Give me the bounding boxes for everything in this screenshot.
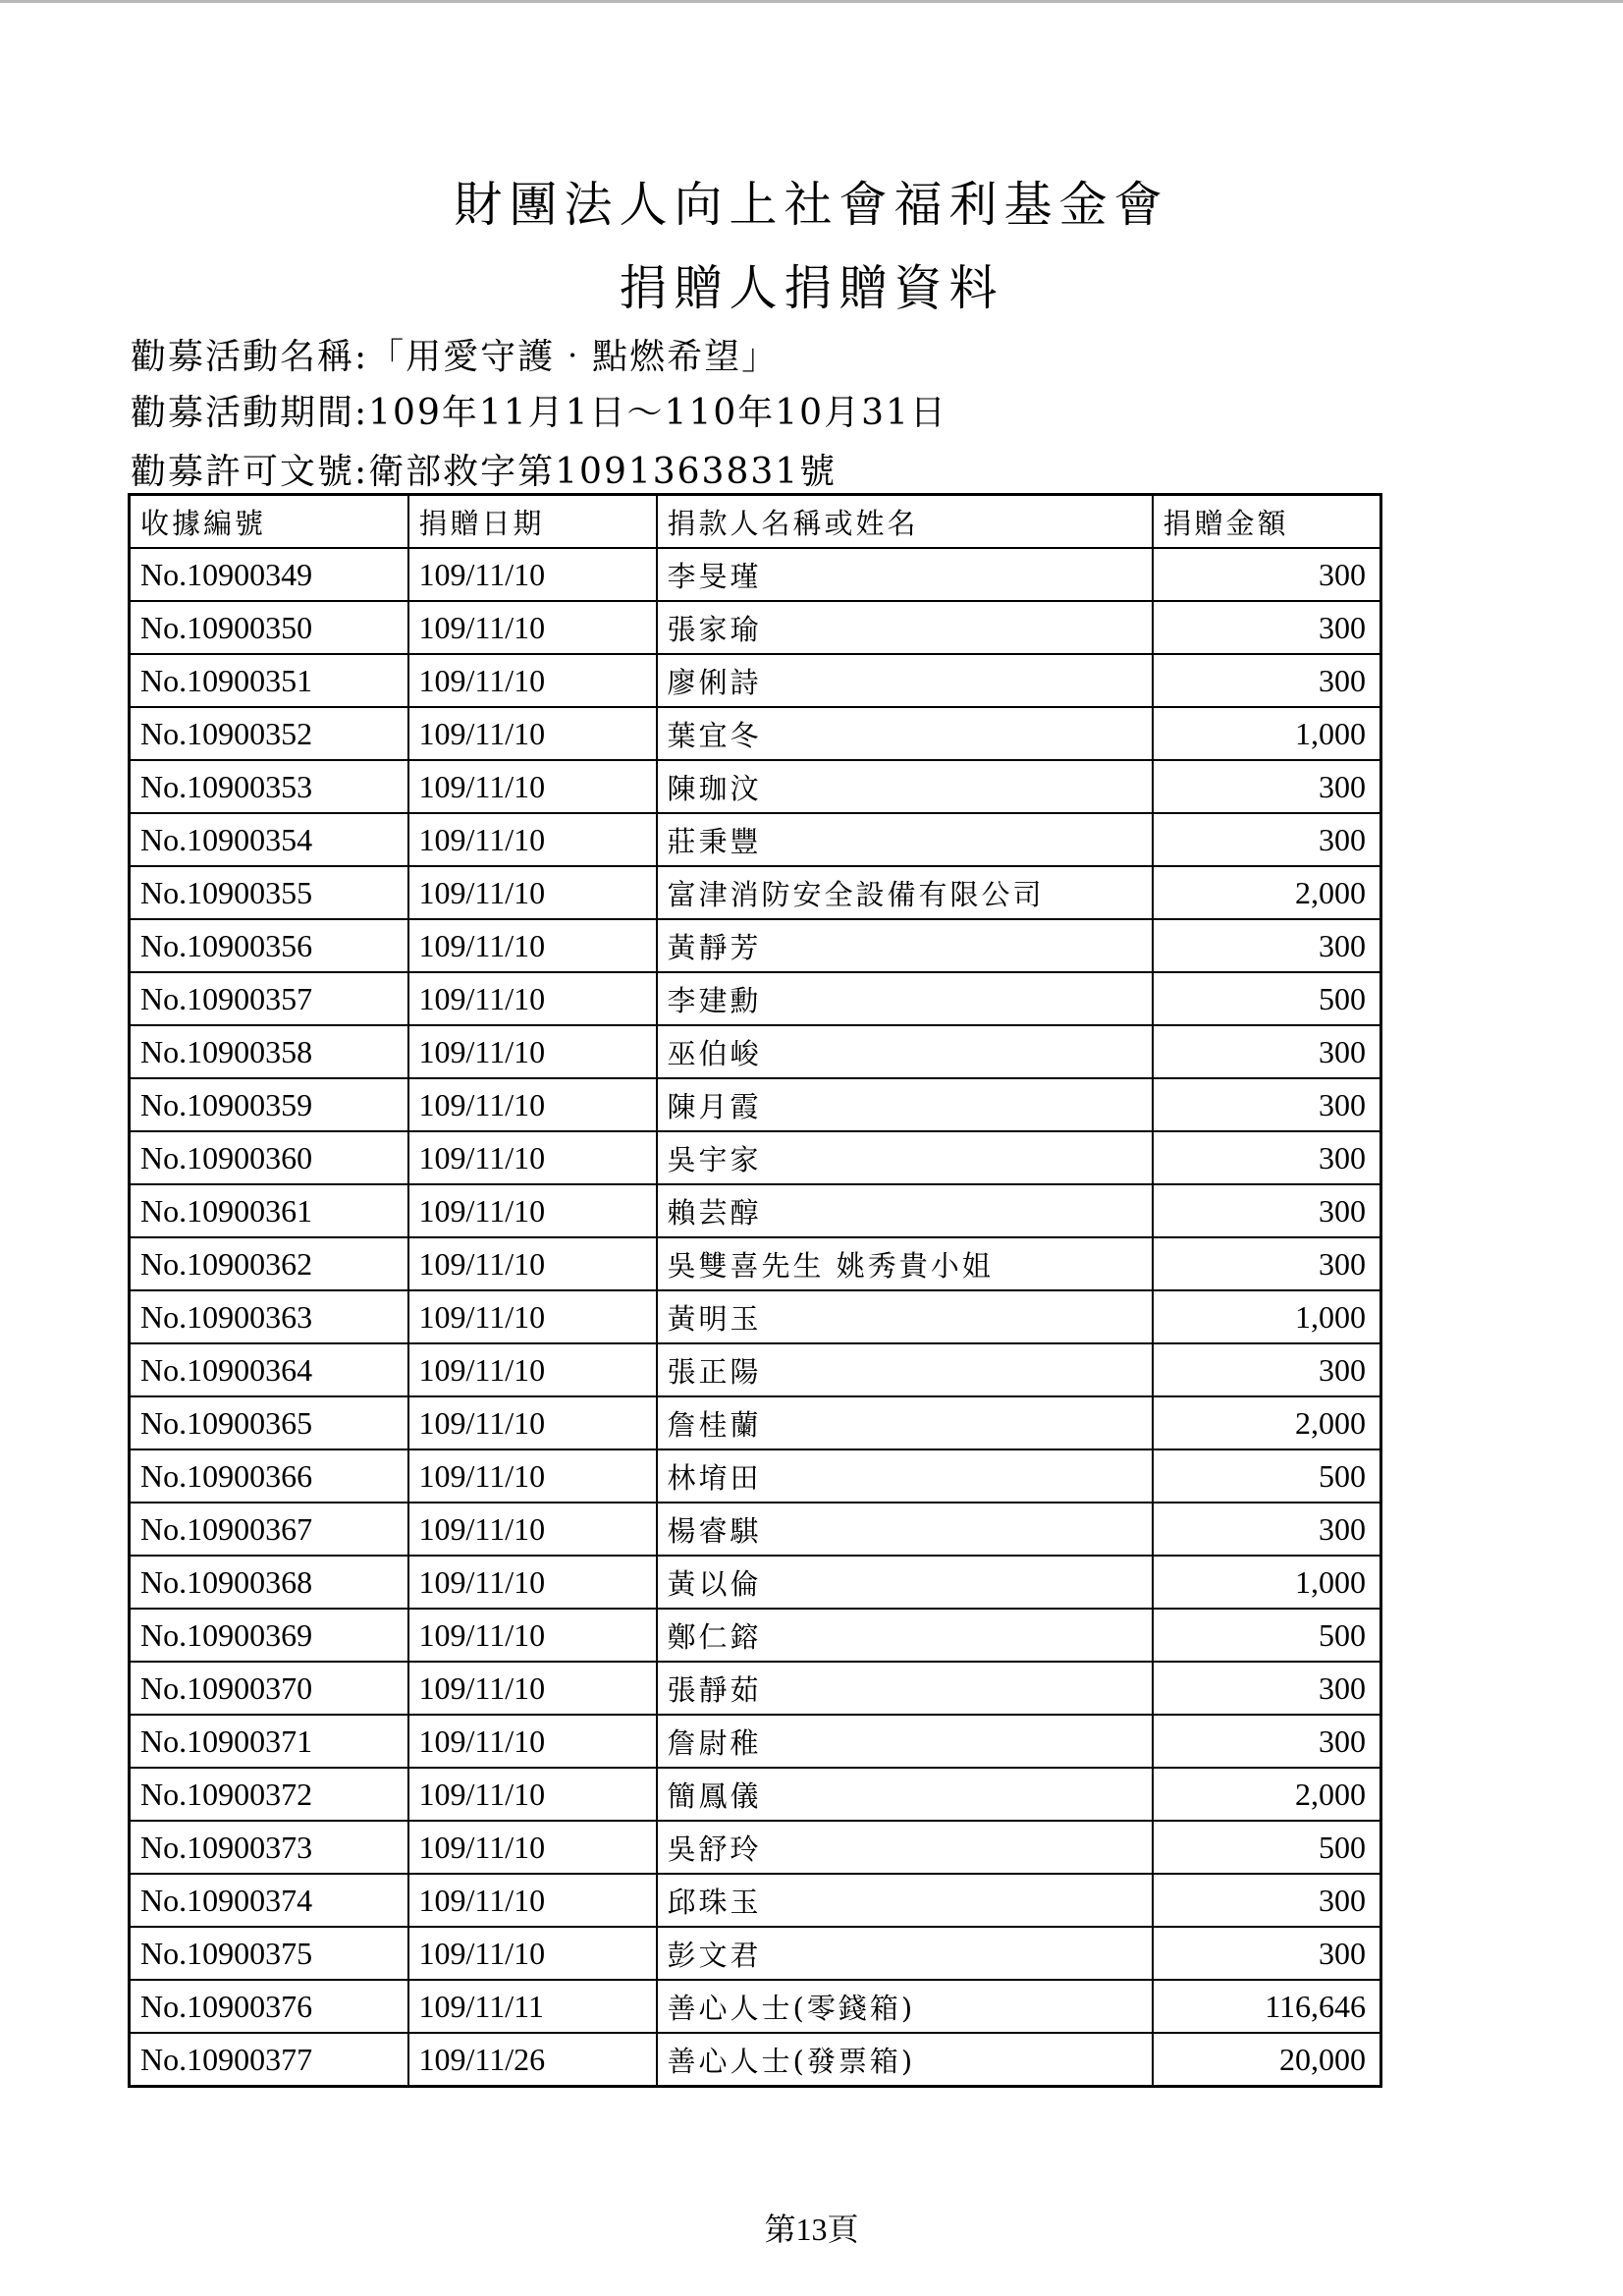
donor-name-cell: 富津消防安全設備有限公司	[657, 866, 1153, 919]
amount-cell: 500	[1153, 1449, 1381, 1503]
donor-name-cell: 廖俐詩	[657, 654, 1153, 707]
table-header-row	[130, 495, 1381, 549]
amount-cell: 300	[1153, 1025, 1381, 1078]
donor-name-cell: 詹桂蘭	[657, 1396, 1153, 1449]
table-row	[130, 654, 1381, 707]
amount-cell: 1,000	[1153, 1290, 1381, 1343]
donor-name-cell: 黃靜芳	[657, 919, 1153, 972]
donor-name-cell: 張正陽	[657, 1343, 1153, 1396]
donor-name-cell: 陳珈汶	[657, 760, 1153, 813]
donor-name-cell: 李建勳	[657, 972, 1153, 1025]
date-cell: 109/11/10	[408, 919, 657, 972]
receipt-no-cell: No.10900369	[130, 1609, 408, 1662]
date-cell: 109/11/10	[408, 1131, 657, 1184]
receipt-no-cell: No.10900362	[130, 1237, 408, 1290]
amount-cell: 300	[1153, 654, 1381, 707]
receipt-no-cell: No.10900373	[130, 1821, 408, 1874]
table-row	[130, 1980, 1381, 2033]
header-date: 捐贈日期	[408, 495, 657, 549]
table-row	[130, 1290, 1381, 1343]
table-row	[130, 919, 1381, 972]
table-row	[130, 972, 1381, 1025]
amount-cell: 300	[1153, 1503, 1381, 1556]
table-row	[130, 1715, 1381, 1768]
header-donor-name: 捐款人名稱或姓名	[657, 495, 1153, 549]
receipt-no-cell: No.10900358	[130, 1025, 408, 1078]
date-cell: 109/11/10	[408, 601, 657, 654]
receipt-no-cell: No.10900370	[130, 1662, 408, 1715]
amount-cell: 20,000	[1153, 2033, 1381, 2087]
donor-name-cell: 賴芸醇	[657, 1184, 1153, 1237]
amount-cell: 500	[1153, 972, 1381, 1025]
donor-name-cell: 林堉田	[657, 1449, 1153, 1503]
document-title: 捐贈人捐贈資料	[619, 260, 1004, 316]
donor-name-cell: 吳舒玲	[657, 1821, 1153, 1874]
amount-cell: 300	[1153, 1184, 1381, 1237]
amount-cell: 1,000	[1153, 707, 1381, 760]
table-row	[130, 548, 1381, 601]
receipt-no-cell: No.10900355	[130, 866, 408, 919]
donor-name-cell: 楊睿騏	[657, 1503, 1153, 1556]
receipt-no-cell: No.10900375	[130, 1927, 408, 1980]
table-row	[130, 1078, 1381, 1131]
receipt-no-cell: No.10900359	[130, 1078, 408, 1131]
donor-name-cell: 詹尉稚	[657, 1715, 1153, 1768]
receipt-no-cell: No.10900377	[130, 2033, 408, 2087]
receipt-no-cell: No.10900351	[130, 654, 408, 707]
date-cell: 109/11/10	[408, 1927, 657, 1980]
date-cell: 109/11/10	[408, 1874, 657, 1927]
receipt-no-cell: No.10900371	[130, 1715, 408, 1768]
amount-cell: 300	[1153, 1662, 1381, 1715]
table-row	[130, 2033, 1381, 2087]
campaign-name: 勸募活動名稱:「用愛守護‧點燃希望」	[131, 337, 780, 377]
receipt-no-cell: No.10900354	[130, 813, 408, 866]
receipt-no-cell: No.10900356	[130, 919, 408, 972]
amount-cell: 300	[1153, 760, 1381, 813]
table-row	[130, 1449, 1381, 1503]
table-row	[130, 1184, 1381, 1237]
table-row	[130, 1556, 1381, 1609]
donor-name-cell: 鄭仁鎔	[657, 1609, 1153, 1662]
date-cell: 109/11/10	[408, 1503, 657, 1556]
date-cell: 109/11/10	[408, 1343, 657, 1396]
date-cell: 109/11/10	[408, 1449, 657, 1503]
date-cell: 109/11/10	[408, 1662, 657, 1715]
date-cell: 109/11/10	[408, 1768, 657, 1821]
amount-cell: 116,646	[1153, 1980, 1381, 2033]
date-cell: 109/11/10	[408, 548, 657, 601]
receipt-no-cell: No.10900350	[130, 601, 408, 654]
date-cell: 109/11/10	[408, 1290, 657, 1343]
table-row	[130, 1396, 1381, 1449]
table-row	[130, 1025, 1381, 1078]
amount-cell: 300	[1153, 601, 1381, 654]
amount-cell: 300	[1153, 1715, 1381, 1768]
receipt-no-cell: No.10900363	[130, 1290, 408, 1343]
table-row	[130, 1927, 1381, 1980]
table-row	[130, 1821, 1381, 1874]
receipt-no-cell: No.10900376	[130, 1980, 408, 2033]
donor-name-cell: 簡鳳儀	[657, 1768, 1153, 1821]
table-row	[130, 601, 1381, 654]
receipt-no-cell: No.10900368	[130, 1556, 408, 1609]
receipt-no-cell: No.10900357	[130, 972, 408, 1025]
date-cell: 109/11/10	[408, 654, 657, 707]
amount-cell: 500	[1153, 1609, 1381, 1662]
date-cell: 109/11/10	[408, 1237, 657, 1290]
amount-cell: 2,000	[1153, 1396, 1381, 1449]
table-row	[130, 1874, 1381, 1927]
amount-cell: 300	[1153, 1343, 1381, 1396]
donor-name-cell: 吳雙喜先生 姚秀貴小姐	[657, 1237, 1153, 1290]
donor-name-cell: 彭文君	[657, 1927, 1153, 1980]
table-row	[130, 1131, 1381, 1184]
page-number: 第13頁	[764, 2212, 859, 2247]
donor-name-cell: 善心人士(發票箱)	[657, 2033, 1153, 2087]
receipt-no-cell: No.10900361	[130, 1184, 408, 1237]
donor-name-cell: 善心人士(零錢箱)	[657, 1980, 1153, 2033]
donor-name-cell: 吳宇家	[657, 1131, 1153, 1184]
receipt-no-cell: No.10900360	[130, 1131, 408, 1184]
table-row	[130, 866, 1381, 919]
donor-name-cell: 巫伯峻	[657, 1025, 1153, 1078]
receipt-no-cell: No.10900352	[130, 707, 408, 760]
donor-name-cell: 張靜茹	[657, 1662, 1153, 1715]
date-cell: 109/11/11	[408, 1980, 657, 2033]
receipt-no-cell: No.10900349	[130, 548, 408, 601]
date-cell: 109/11/10	[408, 1821, 657, 1874]
amount-cell: 1,000	[1153, 1556, 1381, 1609]
donation-table	[128, 493, 1382, 2088]
receipt-no-cell: No.10900364	[130, 1343, 408, 1396]
amount-cell: 2,000	[1153, 866, 1381, 919]
scan-edge-line	[0, 0, 1623, 3]
table-row	[130, 813, 1381, 866]
amount-cell: 300	[1153, 1874, 1381, 1927]
header-receipt-no: 收據編號	[130, 495, 408, 549]
date-cell: 109/11/10	[408, 813, 657, 866]
table-row	[130, 1609, 1381, 1662]
donor-name-cell: 黃明玉	[657, 1290, 1153, 1343]
amount-cell: 2,000	[1153, 1768, 1381, 1821]
receipt-no-cell: No.10900367	[130, 1503, 408, 1556]
table-row	[130, 760, 1381, 813]
amount-cell: 300	[1153, 1927, 1381, 1980]
date-cell: 109/11/10	[408, 972, 657, 1025]
date-cell: 109/11/26	[408, 2033, 657, 2087]
table-row	[130, 1343, 1381, 1396]
receipt-no-cell: No.10900366	[130, 1449, 408, 1503]
amount-cell: 300	[1153, 548, 1381, 601]
date-cell: 109/11/10	[408, 1078, 657, 1131]
amount-cell: 300	[1153, 1131, 1381, 1184]
table-row	[130, 1503, 1381, 1556]
date-cell: 109/11/10	[408, 1556, 657, 1609]
amount-cell: 300	[1153, 1237, 1381, 1290]
receipt-no-cell: No.10900365	[130, 1396, 408, 1449]
table-row	[130, 1237, 1381, 1290]
date-cell: 109/11/10	[408, 866, 657, 919]
donor-name-cell: 李旻瑾	[657, 548, 1153, 601]
donor-name-cell: 陳月霞	[657, 1078, 1153, 1131]
date-cell: 109/11/10	[408, 760, 657, 813]
date-cell: 109/11/10	[408, 1715, 657, 1768]
date-cell: 109/11/10	[408, 707, 657, 760]
date-cell: 109/11/10	[408, 1609, 657, 1662]
donor-name-cell: 張家瑜	[657, 601, 1153, 654]
campaign-period: 勸募活動期間:109年11月1日～110年10月31日	[131, 393, 947, 433]
amount-cell: 300	[1153, 919, 1381, 972]
receipt-no-cell: No.10900374	[130, 1874, 408, 1927]
donor-name-cell: 邱珠玉	[657, 1874, 1153, 1927]
table-row	[130, 707, 1381, 760]
date-cell: 109/11/10	[408, 1396, 657, 1449]
table-row	[130, 1662, 1381, 1715]
permit-number: 勸募許可文號:衛部救字第1091363831號	[131, 452, 838, 492]
amount-cell: 500	[1153, 1821, 1381, 1874]
amount-cell: 300	[1153, 1078, 1381, 1131]
receipt-no-cell: No.10900372	[130, 1768, 408, 1821]
donor-name-cell: 葉宜冬	[657, 707, 1153, 760]
date-cell: 109/11/10	[408, 1025, 657, 1078]
date-cell: 109/11/10	[408, 1184, 657, 1237]
table-row	[130, 1768, 1381, 1821]
donor-name-cell: 莊秉豐	[657, 813, 1153, 866]
donor-name-cell: 黃以倫	[657, 1556, 1153, 1609]
header-amount: 捐贈金額	[1153, 495, 1381, 549]
amount-cell: 300	[1153, 813, 1381, 866]
org-title: 財團法人向上社會福利基金會	[454, 177, 1169, 233]
receipt-no-cell: No.10900353	[130, 760, 408, 813]
